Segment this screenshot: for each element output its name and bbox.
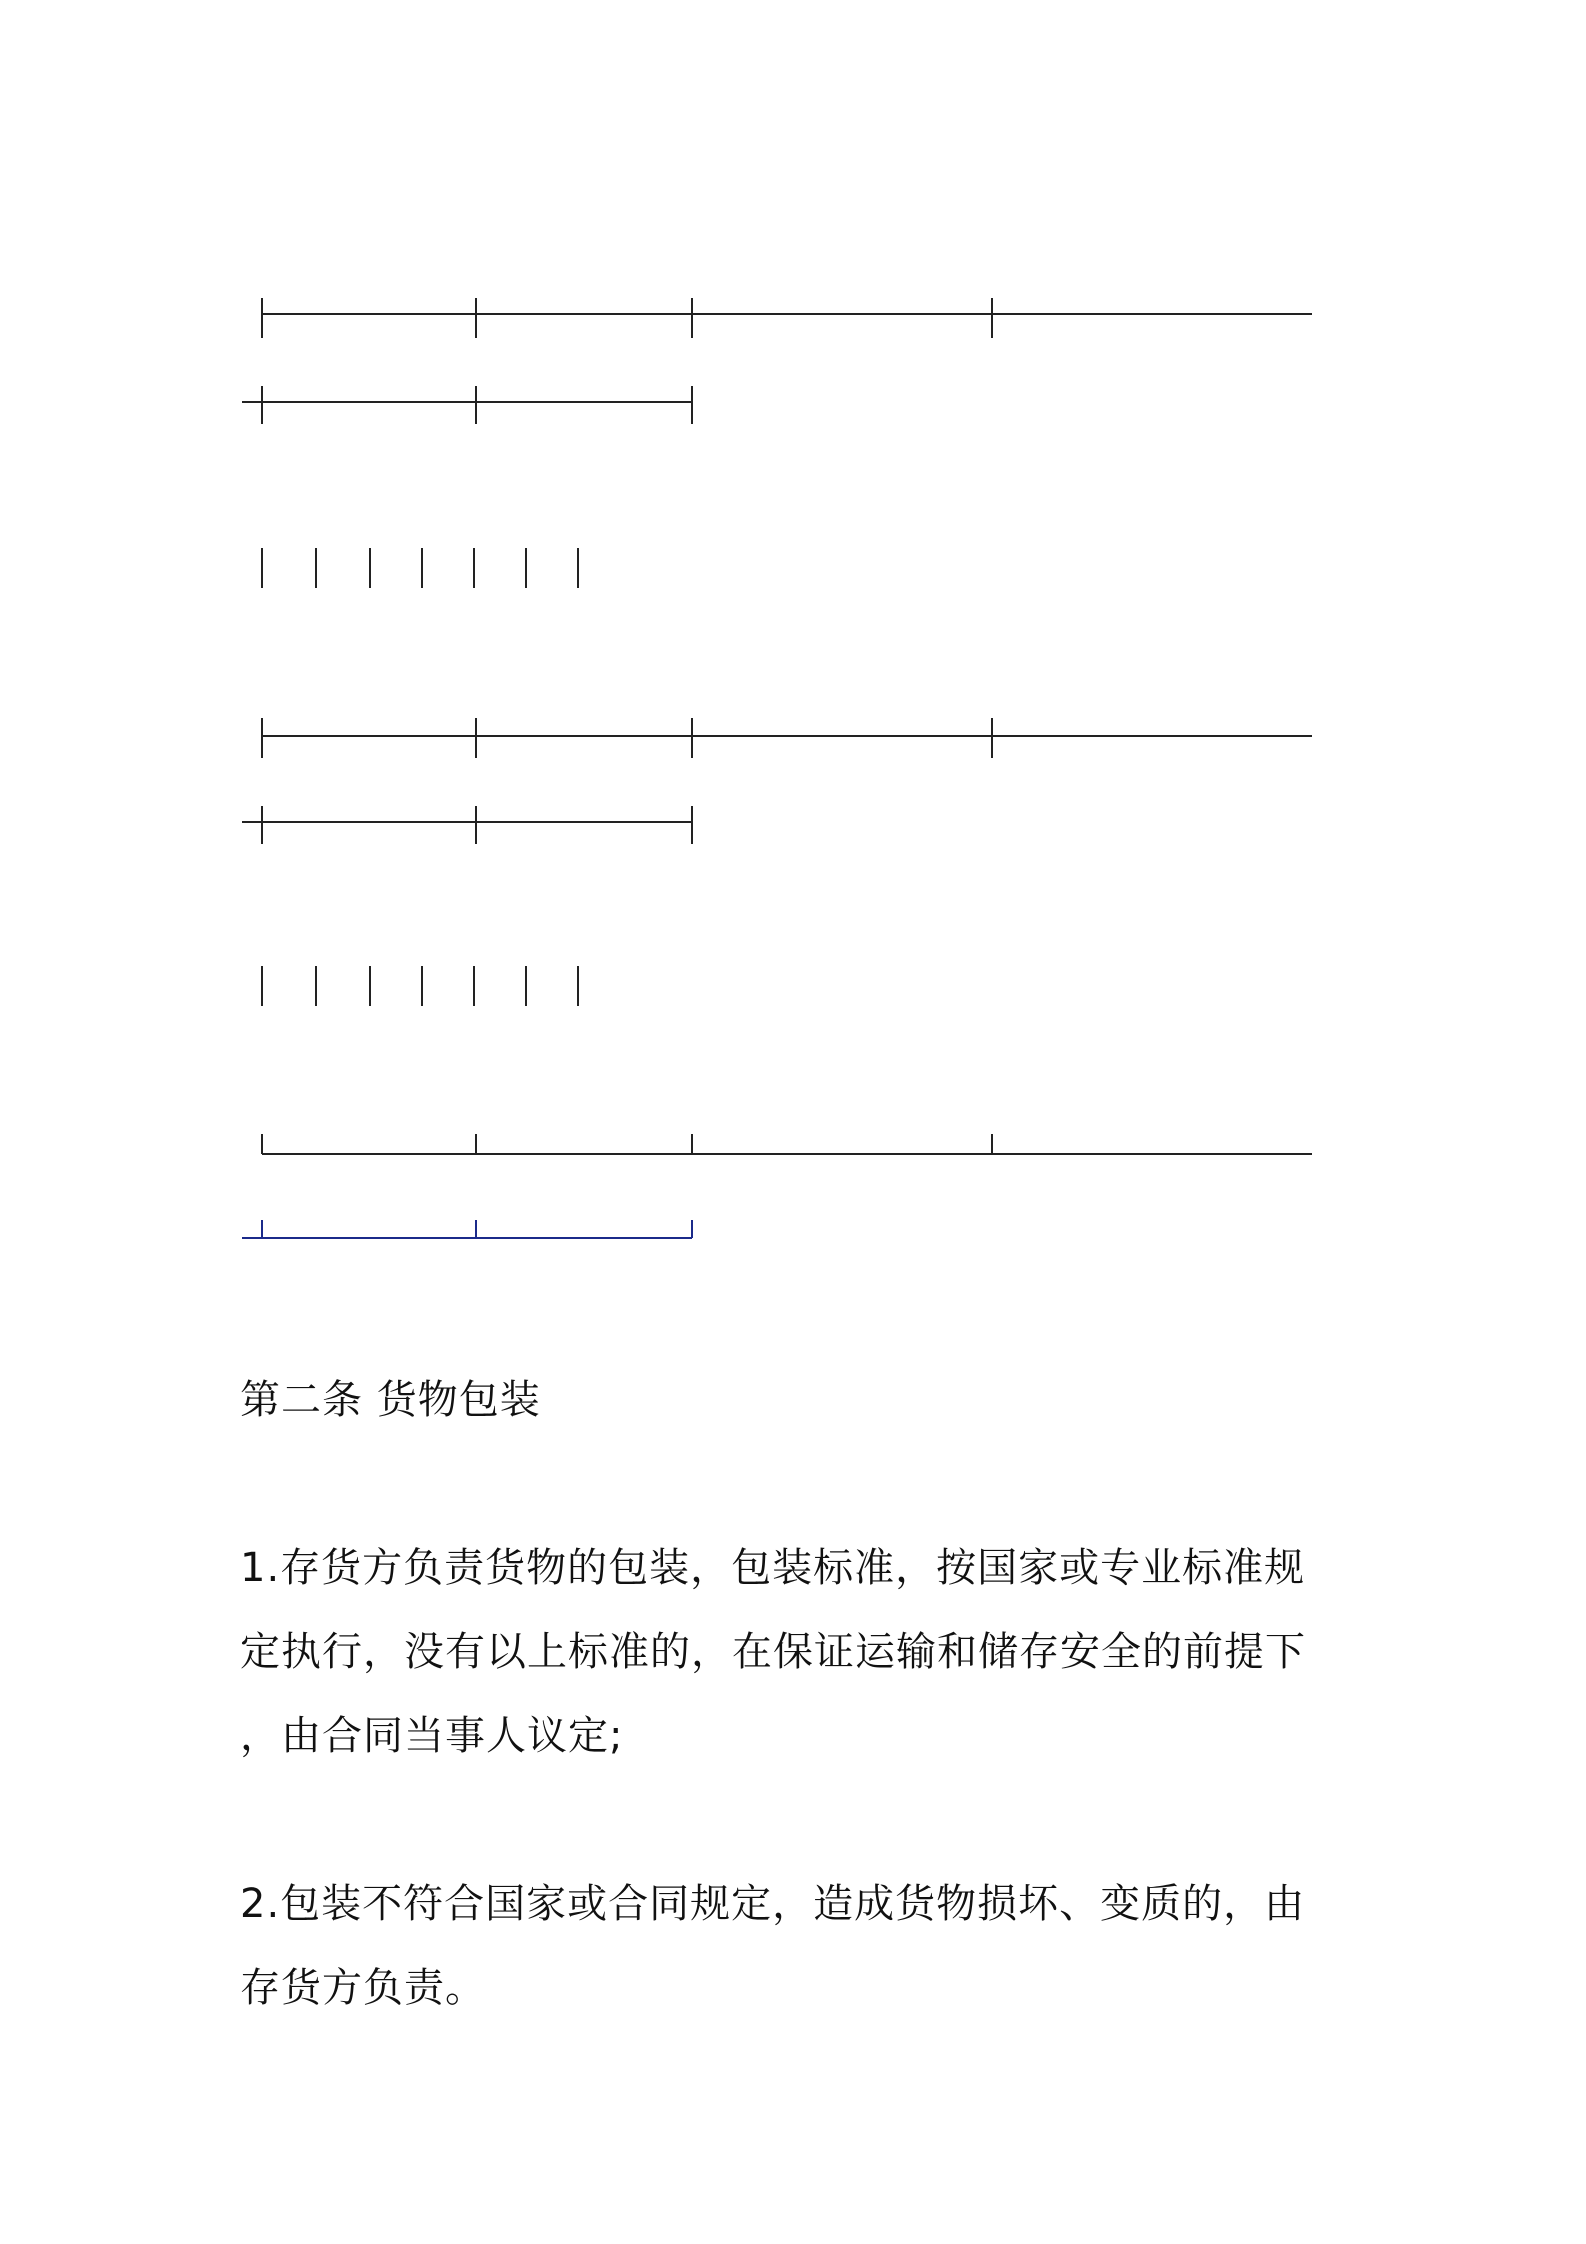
clause-line: ，由合同当事人议定; [240, 1713, 624, 1759]
section-heading: 第二条 货物包装 [240, 1377, 541, 1423]
clause-line: 1.存货方负责货物的包装，包装标准，按国家或专业标准规 [240, 1545, 1306, 1591]
table-cell-dividers [262, 966, 578, 1006]
clause-paragraph [240, 1862, 1360, 2030]
clause-line: 定执行，没有以上标准的，在保证运输和储存安全的前提下 [240, 1629, 1306, 1675]
clause-line: 存货方负责。 [240, 1965, 486, 2011]
table-cell-dividers [262, 548, 578, 588]
clause-paragraph [240, 1526, 1360, 1778]
table-border-row [242, 1220, 692, 1238]
table-border-row [262, 718, 1312, 758]
table-border-row [262, 298, 1312, 338]
clause-line: 2.包装不符合国家或合同规定，造成货物损坏、变质的，由 [240, 1881, 1306, 1927]
table-border-row [262, 1134, 1312, 1154]
table-border-row [242, 806, 692, 844]
table-border-row [242, 386, 692, 424]
